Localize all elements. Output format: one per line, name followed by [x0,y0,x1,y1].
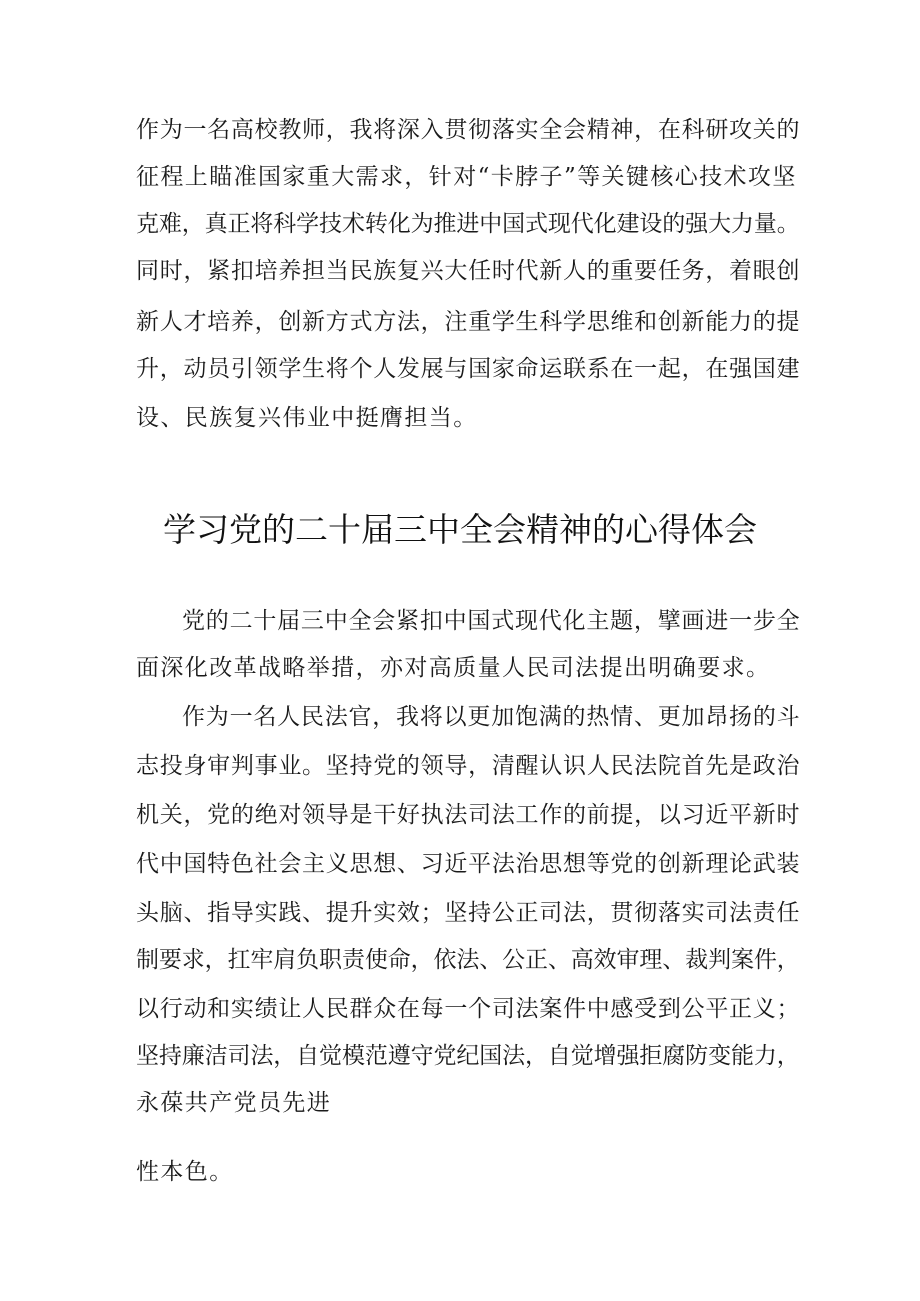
text-line: 党的二十届三中全会紧扣中国式现代化主题，擘画进一步全 [182,608,801,634]
text-line: 升，动员引领学生将个人发展与国家命运联系在一起，在强国建 [136,356,801,382]
text-line: 作为一名高校教师，我将深入贯彻落实全会精神，在科研攻关的 [136,117,801,143]
text-line: 制要求，扛牢肩负职责使命，依法、公正、高效审理、裁判案件， [136,947,800,973]
article-title: 学习党的二十届三中全会精神的心得体会 [163,510,757,549]
text-line: 作为一名人民法官，我将以更加饱满的热情、更加昂扬的斗 [182,704,801,730]
trailing-line: 性本色。 [136,1159,234,1185]
text-line: 克难，真正将科学技术转化为推进中国式现代化建设的强大力量。 [136,211,800,237]
text-line: 机关，党的绝对领导是干好执法司法工作的前提，以习近平新时 [136,802,801,828]
text-line: 同时，紧扣培养担当民族复兴大任时代新人的重要任务，着眼创 [136,258,801,284]
text-line: 新人才培养，创新方式方法，注重学生科学思维和创新能力的提 [136,309,801,335]
text-line: 永葆共产党员先进 [136,1090,332,1116]
text-line: 设、民族复兴伟业中挺膺担当。 [136,405,478,431]
text-line: 代中国特色社会主义思想、习近平法治思想等党的创新理论武装 [136,851,801,877]
text-line: 志投身审判事业。坚持党的领导，清醒认识人民法院首先是政治 [136,753,801,779]
text-line: 征程上瞄准国家重大需求，针对“卡脖子”等关键核心技术攻坚 [136,164,797,190]
text-line: 坚持廉洁司法，自觉模范遵守党纪国法，自觉增强拒腐防变能力， [136,1043,800,1069]
text-line: 头脑、指导实践、提升实效；坚持公正司法，贯彻落实司法责任 [136,900,801,926]
text-line: 以行动和实绩让人民群众在每一个司法案件中感受到公平正义； [136,996,801,1022]
text-line: 面深化改革战略举措，亦对高质量人民司法提出明确要求。 [136,655,771,681]
